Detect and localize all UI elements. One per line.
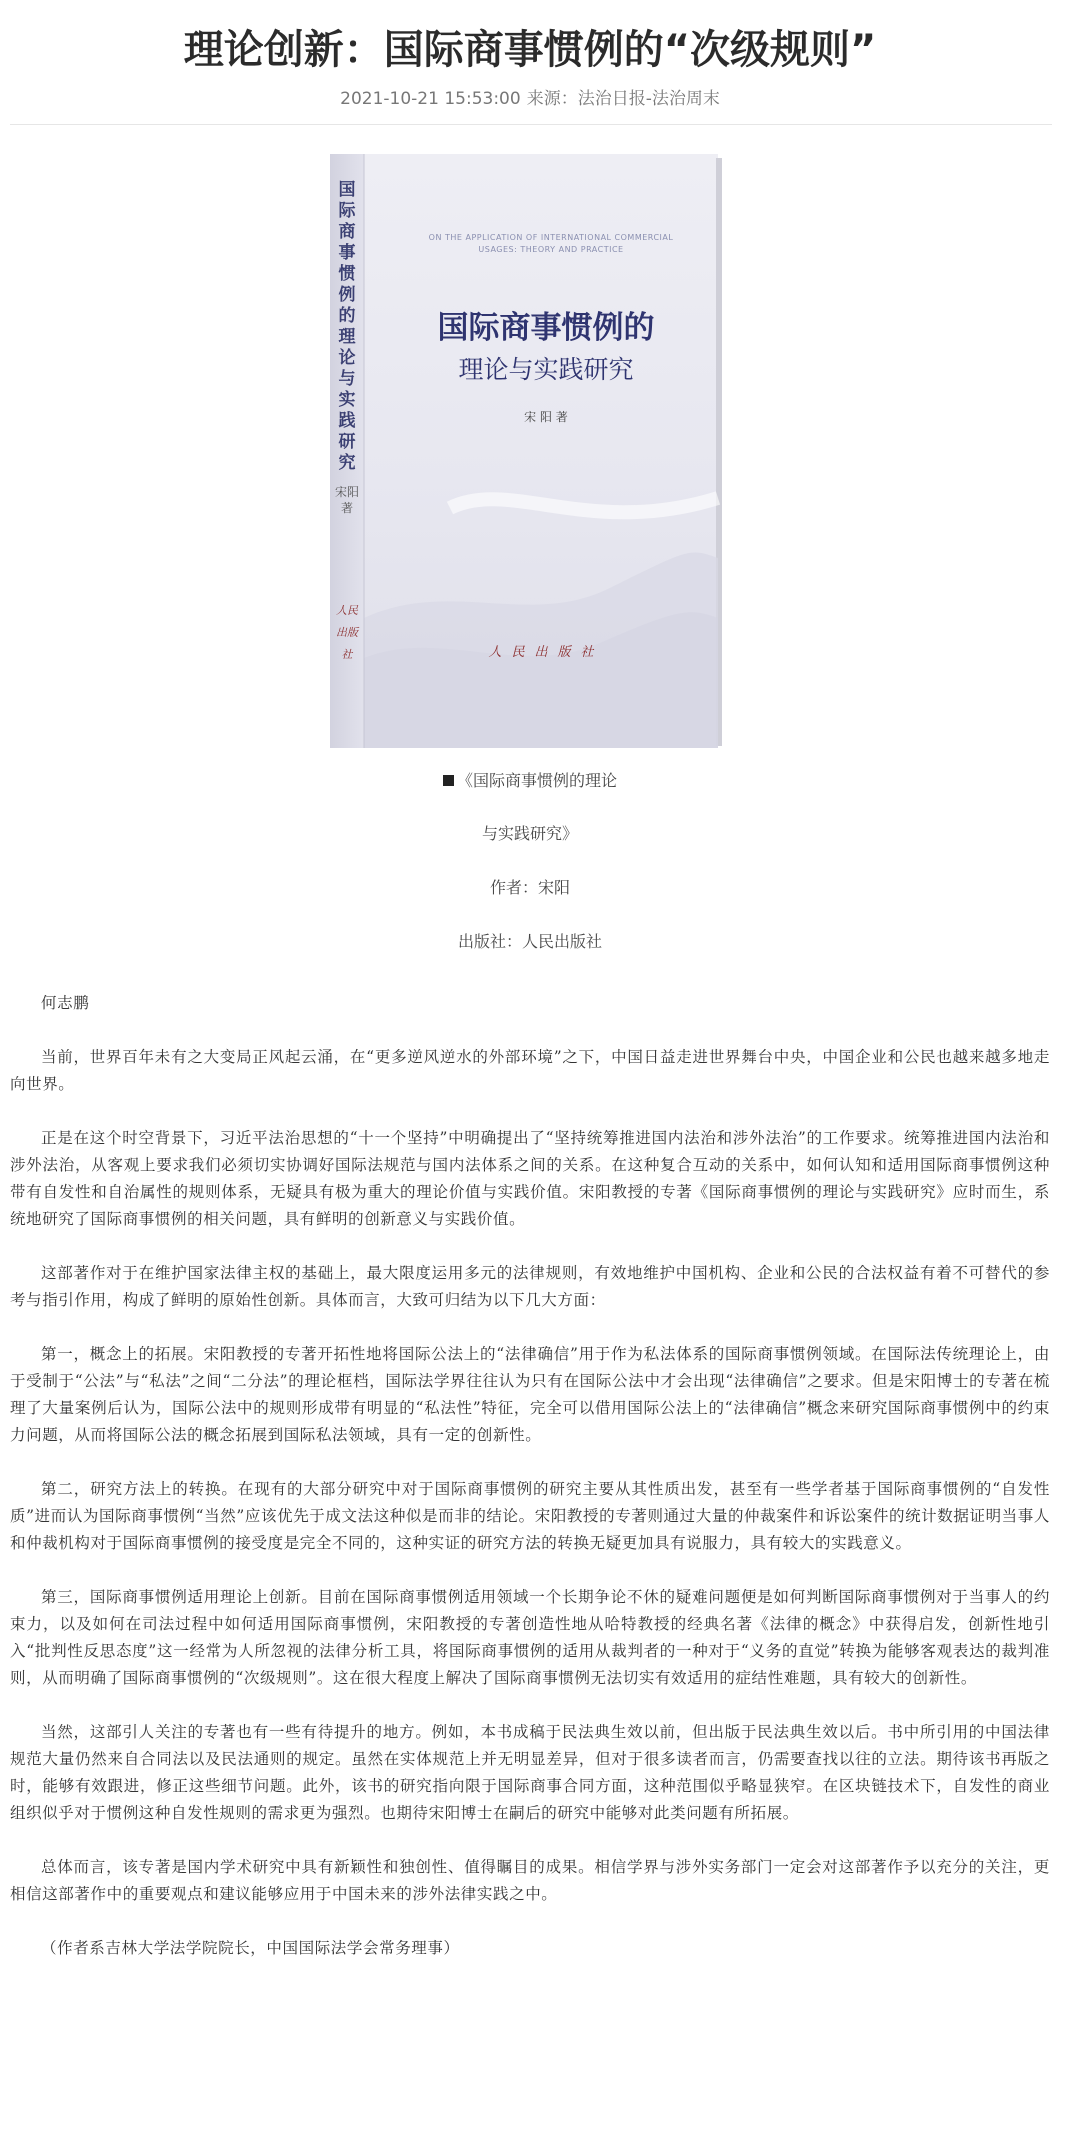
paragraph: 第二，研究方法上的转换。在现有的大部分研究中对于国际商事惯例的研究主要从其性质出发，甚至有一些学者基于国际商事惯例的“自发性质”进而认为国际商事惯例“当然”应该优先于成文法这种似是而非的结论。宋阳教授的专著则通过大量的仲裁案件和诉讼案件的统计数据证明当事人和仲裁机构对于国际商事惯例的接受度是完全不同的，这种实证的研究方法的转换无疑更加具有说服力，具有较大的实践意义。 xyxy=(10,1480,1050,1552)
book-cover-image xyxy=(330,148,722,752)
caption-author: 作者：宋阳 xyxy=(489,878,570,897)
paragraph: 这部著作对于在维护国家法律主权的基础上，最大限度运用多元的法律规则，有效地维护中国机构、企业和公民的合法权益有着不可替代的参考与指引作用，构成了鲜明的原始性创新。具体而言，大致可归结为以下几大方面： xyxy=(10,1264,1050,1309)
spine-title: 国际商事惯例的理论与实践研究 xyxy=(338,180,356,473)
cover-author: 宋 阳 著 xyxy=(524,410,568,424)
article-meta xyxy=(0,86,1060,112)
spine-publisher: 人民出版社 xyxy=(336,604,358,661)
header-divider xyxy=(10,124,1052,125)
paragraph: 第一，概念上的拓展。宋阳教授的专著开拓性地将国际公法上的“法律确信”用于作为私法体系的国际商事惯例领域。在国际法传统理论上，由于受制于“公法”与“私法”之间“二分法”的理论框档，国际法学界往往认为只有在国际公法中才会出现“法律确信”之要求。但是宋阳博士的专著在梳理了大量案例后认为，国际公法中的规则形成带有明显的“私法性”特征，完全可以借用国际公法上的“法律确信”概念来研究国际商事惯例中的约束力问题，从而将国际公法的概念拓展到国际私法领域，具有一定的创新性。 xyxy=(10,1345,1050,1444)
source-link[interactable]: 法治日报-法治周末 xyxy=(577,89,720,109)
publish-datetime: 2021-10-21 15:53:00 xyxy=(340,89,521,109)
black-square-icon xyxy=(443,775,454,786)
article-body xyxy=(10,990,1050,1989)
article-title: 理论创新：国际商事惯例的“次级规则” xyxy=(183,27,877,73)
caption-publisher: 出版社：人民出版社 xyxy=(457,932,602,951)
caption-book-title-line2: 与实践研究》 xyxy=(481,824,578,843)
author-footnote: （作者系吉林大学法学院院长，中国国际法学会常务理事） xyxy=(41,1939,460,1957)
paragraph: 当然，这部引人关注的专著也有一些有待提升的地方。例如，本书成稿于民法典生效以前，但出版于民法典生效以后。书中所引用的中国法律规范大量仍然来自合同法以及民法通则的规定。虽然在实体规范上并无明显差异，但对于很多读者而言，仍需要查找以往的立法。期待该书再版之时，能够有效跟进，修正这些细节问题。此外，该书的研究指向限于国际商事合同方面，这种范围似乎略显狭窄。在区块链技术下，自发性的商业组织似乎对于惯例这种自发性规则的需求更为强烈。也期待宋阳博士在嗣后的研究中能够对此类问题有所拓展。 xyxy=(10,1723,1050,1822)
source-label: 来源： xyxy=(526,89,578,109)
paragraph: 正是在这个时空背景下，习近平法治思想的“十一个坚持”中明确提出了“坚持统筹推进国内法治和涉外法治”的工作要求。统筹推进国内法治和涉外法治，从客观上要求我们必须切实协调好国际法规范与国内法体系之间的关系。在这种复合互动的关系中，如何认知和适用国际商事惯例这种带有自发性和自治属性的规则体系，无疑具有极为重大的理论价值与实践价值。宋阳教授的专著《国际商事惯例的理论与实践研究》应时而生，系统地研究了国际商事惯例的相关问题，具有鲜明的创新意义与实践价值。 xyxy=(10,1129,1050,1228)
article-author: 何志鹏 xyxy=(41,994,90,1012)
spine-author: 宋阳著 xyxy=(334,485,359,515)
cover-publisher: 人民出版社 xyxy=(488,645,604,660)
cover-title-line1: 国际商事惯例的 xyxy=(437,310,655,346)
paragraph: 当前，世界百年未有之大变局正风起云涌，在“更多逆风逆水的外部环境”之下，中国日益走进世界舞台中央，中国企业和公民也越来越多地走向世界。 xyxy=(10,1048,1050,1093)
cover-english-title: ON THE APPLICATION OF INTERNATIONAL COMMERCIAL USAGES: THEORY AND PRACTICE xyxy=(428,233,674,254)
cover-title-line2: 理论与实践研究 xyxy=(458,355,634,384)
paragraph: 第三，国际商事惯例适用理论上创新。目前在国际商事惯例适用领域一个长期争论不休的疑难问题便是如何判断国际商事惯例对于当事人的约束力，以及如何在司法过程中如何适用国际商事惯例，宋阳教授的专著创造性地从哈特教授的经典名著《法律的概念》中获得启发，创新性地引入“批判性反思态度”这一经常为人所忽视的法律分析工具，将国际商事惯例的适用从裁判者的一种对于“义务的直觉”转换为能够客观表达的裁判准则，从而明确了国际商事惯例的“次级规则”。这在很大程度上解决了国际商事惯例无法切实有效适用的症结性难题，具有较大的创新性。 xyxy=(10,1588,1050,1687)
caption-book-title-line1: 《国际商事惯例的理论 xyxy=(0,768,1060,794)
paragraph: 总体而言，该专著是国内学术研究中具有新颖性和独创性、值得瞩目的成果。相信学界与涉外实务部门一定会对这部著作予以充分的关注，更相信这部著作中的重要观点和建议能够应用于中国未来的涉外法律实践之中。 xyxy=(10,1858,1050,1903)
